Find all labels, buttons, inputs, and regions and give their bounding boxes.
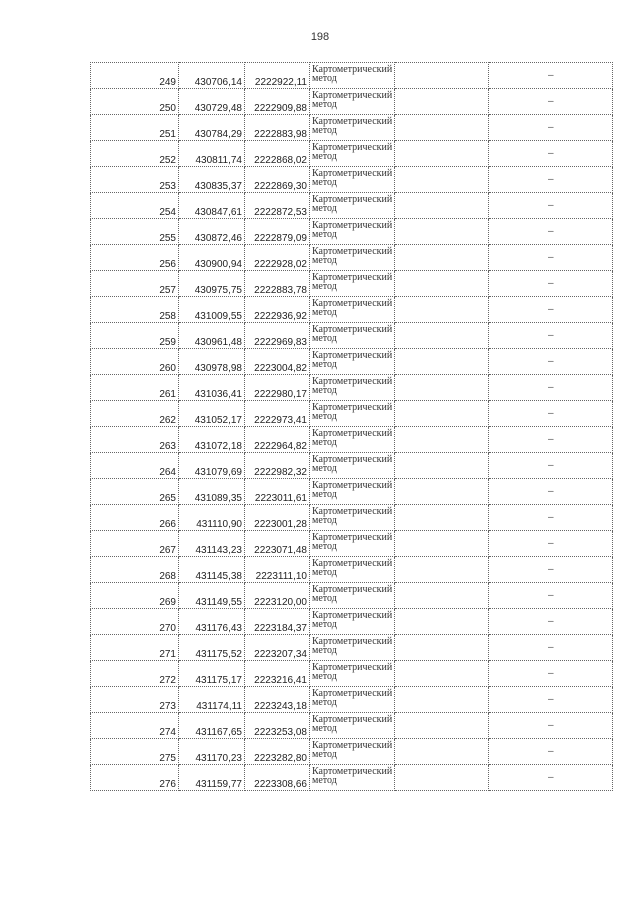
note-cell: – [489, 635, 613, 661]
table-row [91, 193, 613, 219]
method-cell: Картометрический метод [310, 765, 395, 791]
x-coordinate-cell: 431175,17 [179, 661, 245, 687]
point-number-cell: 265 [91, 479, 179, 505]
method-cell: Картометрический метод [310, 375, 395, 401]
y-coordinate-cell: 2223243,18 [245, 687, 310, 713]
method-cell: Картометрический метод [310, 401, 395, 427]
note-cell: – [489, 219, 613, 245]
note-cell: – [489, 167, 613, 193]
note-cell: – [489, 765, 613, 791]
method-cell: Картометрический метод [310, 713, 395, 739]
note-cell: – [489, 193, 613, 219]
y-coordinate-cell: 2222883,98 [245, 115, 310, 141]
method-cell: Картометрический метод [310, 531, 395, 557]
table-row [91, 401, 613, 427]
point-number-cell: 260 [91, 349, 179, 375]
table-row [91, 661, 613, 687]
y-coordinate-cell: 2222928,02 [245, 245, 310, 271]
note-cell: – [489, 479, 613, 505]
x-coordinate-cell: 430706,14 [179, 63, 245, 89]
empty-cell [395, 141, 489, 167]
table-row [91, 479, 613, 505]
empty-cell [395, 765, 489, 791]
table-row [91, 167, 613, 193]
point-number-cell: 270 [91, 609, 179, 635]
y-coordinate-cell: 2223216,41 [245, 661, 310, 687]
y-coordinate-cell: 2222964,82 [245, 427, 310, 453]
point-number-cell: 271 [91, 635, 179, 661]
method-cell: Картометрический метод [310, 219, 395, 245]
y-coordinate-cell: 2222883,78 [245, 271, 310, 297]
y-coordinate-cell: 2222869,30 [245, 167, 310, 193]
table-row [91, 375, 613, 401]
point-number-cell: 274 [91, 713, 179, 739]
empty-cell [395, 401, 489, 427]
x-coordinate-cell: 431176,43 [179, 609, 245, 635]
note-cell: – [489, 687, 613, 713]
y-coordinate-cell: 2222909,88 [245, 89, 310, 115]
table-row [91, 427, 613, 453]
table-row [91, 89, 613, 115]
page-number: 198 [310, 31, 330, 43]
table-row [91, 635, 613, 661]
note-cell: – [489, 505, 613, 531]
note-cell: – [489, 531, 613, 557]
table-row [91, 323, 613, 349]
y-coordinate-cell: 2222973,41 [245, 401, 310, 427]
point-number-cell: 263 [91, 427, 179, 453]
method-cell: Картометрический метод [310, 271, 395, 297]
note-cell: – [489, 609, 613, 635]
point-number-cell: 261 [91, 375, 179, 401]
method-cell: Картометрический метод [310, 479, 395, 505]
empty-cell [395, 687, 489, 713]
point-number-cell: 256 [91, 245, 179, 271]
method-cell: Картометрический метод [310, 323, 395, 349]
y-coordinate-cell: 2222969,83 [245, 323, 310, 349]
empty-cell [395, 635, 489, 661]
method-cell: Картометрический метод [310, 557, 395, 583]
point-number-cell: 276 [91, 765, 179, 791]
point-number-cell: 268 [91, 557, 179, 583]
empty-cell [395, 349, 489, 375]
y-coordinate-cell: 2222872,53 [245, 193, 310, 219]
note-cell: – [489, 63, 613, 89]
method-cell: Картометрический метод [310, 297, 395, 323]
y-coordinate-cell: 2222982,32 [245, 453, 310, 479]
table-row [91, 713, 613, 739]
table-row [91, 63, 613, 89]
x-coordinate-cell: 430900,94 [179, 245, 245, 271]
method-cell: Картометрический метод [310, 245, 395, 271]
method-cell: Картометрический метод [310, 661, 395, 687]
x-coordinate-cell: 431170,23 [179, 739, 245, 765]
method-cell: Картометрический метод [310, 687, 395, 713]
y-coordinate-cell: 2222879,09 [245, 219, 310, 245]
table-row [91, 765, 613, 791]
point-number-cell: 252 [91, 141, 179, 167]
note-cell: – [489, 323, 613, 349]
note-cell: – [489, 453, 613, 479]
note-cell: – [489, 245, 613, 271]
y-coordinate-cell: 2222922,11 [245, 63, 310, 89]
x-coordinate-cell: 431072,18 [179, 427, 245, 453]
x-coordinate-cell: 431174,11 [179, 687, 245, 713]
empty-cell [395, 323, 489, 349]
empty-cell [395, 531, 489, 557]
y-coordinate-cell: 2223004,82 [245, 349, 310, 375]
method-cell: Картометрический метод [310, 349, 395, 375]
table-row [91, 739, 613, 765]
empty-cell [395, 479, 489, 505]
point-number-cell: 259 [91, 323, 179, 349]
table-row [91, 141, 613, 167]
point-number-cell: 257 [91, 271, 179, 297]
y-coordinate-cell: 2223011,61 [245, 479, 310, 505]
note-cell: – [489, 427, 613, 453]
method-cell: Картометрический метод [310, 583, 395, 609]
x-coordinate-cell: 431036,41 [179, 375, 245, 401]
table-row [91, 271, 613, 297]
table-row [91, 115, 613, 141]
point-number-cell: 272 [91, 661, 179, 687]
point-number-cell: 253 [91, 167, 179, 193]
x-coordinate-cell: 430729,48 [179, 89, 245, 115]
method-cell: Картометрический метод [310, 739, 395, 765]
x-coordinate-cell: 430811,74 [179, 141, 245, 167]
x-coordinate-cell: 431110,90 [179, 505, 245, 531]
y-coordinate-cell: 2222936,92 [245, 297, 310, 323]
note-cell: – [489, 739, 613, 765]
point-number-cell: 273 [91, 687, 179, 713]
table-row [91, 557, 613, 583]
table-row [91, 531, 613, 557]
note-cell: – [489, 89, 613, 115]
note-cell: – [489, 661, 613, 687]
x-coordinate-cell: 431079,69 [179, 453, 245, 479]
table-row [91, 583, 613, 609]
method-cell: Картометрический метод [310, 63, 395, 89]
empty-cell [395, 739, 489, 765]
point-number-cell: 262 [91, 401, 179, 427]
point-number-cell: 264 [91, 453, 179, 479]
empty-cell [395, 271, 489, 297]
x-coordinate-cell: 430835,37 [179, 167, 245, 193]
note-cell: – [489, 713, 613, 739]
empty-cell [395, 713, 489, 739]
method-cell: Картометрический метод [310, 427, 395, 453]
table-row [91, 609, 613, 635]
empty-cell [395, 609, 489, 635]
x-coordinate-cell: 431167,65 [179, 713, 245, 739]
note-cell: – [489, 115, 613, 141]
x-coordinate-cell: 430978,98 [179, 349, 245, 375]
empty-cell [395, 245, 489, 271]
empty-cell [395, 375, 489, 401]
point-number-cell: 275 [91, 739, 179, 765]
empty-cell [395, 505, 489, 531]
empty-cell [395, 167, 489, 193]
table-row [91, 297, 613, 323]
note-cell: – [489, 349, 613, 375]
y-coordinate-cell: 2223207,34 [245, 635, 310, 661]
y-coordinate-cell: 2223282,80 [245, 739, 310, 765]
note-cell: – [489, 375, 613, 401]
empty-cell [395, 427, 489, 453]
y-coordinate-cell: 2223308,66 [245, 765, 310, 791]
empty-cell [395, 219, 489, 245]
empty-cell [395, 661, 489, 687]
x-coordinate-cell: 430847,61 [179, 193, 245, 219]
x-coordinate-cell: 431009,55 [179, 297, 245, 323]
method-cell: Картометрический метод [310, 115, 395, 141]
note-cell: – [489, 583, 613, 609]
point-number-cell: 266 [91, 505, 179, 531]
point-number-cell: 258 [91, 297, 179, 323]
method-cell: Картометрический метод [310, 635, 395, 661]
table-row [91, 453, 613, 479]
point-number-cell: 269 [91, 583, 179, 609]
empty-cell [395, 583, 489, 609]
coordinates-table-body [91, 63, 613, 791]
method-cell: Картометрический метод [310, 505, 395, 531]
x-coordinate-cell: 430961,48 [179, 323, 245, 349]
method-cell: Картометрический метод [310, 141, 395, 167]
method-cell: Картометрический метод [310, 453, 395, 479]
table-row [91, 505, 613, 531]
y-coordinate-cell: 2223111,10 [245, 557, 310, 583]
y-coordinate-cell: 2223120,00 [245, 583, 310, 609]
x-coordinate-cell: 431175,52 [179, 635, 245, 661]
x-coordinate-cell: 431159,77 [179, 765, 245, 791]
y-coordinate-cell: 2222868,02 [245, 141, 310, 167]
y-coordinate-cell: 2223184,37 [245, 609, 310, 635]
x-coordinate-cell: 430872,46 [179, 219, 245, 245]
table-row [91, 219, 613, 245]
note-cell: – [489, 141, 613, 167]
empty-cell [395, 63, 489, 89]
point-number-cell: 267 [91, 531, 179, 557]
empty-cell [395, 557, 489, 583]
note-cell: – [489, 271, 613, 297]
y-coordinate-cell: 2222980,17 [245, 375, 310, 401]
x-coordinate-cell: 431145,38 [179, 557, 245, 583]
empty-cell [395, 193, 489, 219]
y-coordinate-cell: 2223071,48 [245, 531, 310, 557]
empty-cell [395, 297, 489, 323]
x-coordinate-cell: 430784,29 [179, 115, 245, 141]
note-cell: – [489, 401, 613, 427]
note-cell: – [489, 557, 613, 583]
empty-cell [395, 89, 489, 115]
point-number-cell: 254 [91, 193, 179, 219]
point-number-cell: 251 [91, 115, 179, 141]
table-row [91, 687, 613, 713]
y-coordinate-cell: 2223001,28 [245, 505, 310, 531]
point-number-cell: 250 [91, 89, 179, 115]
x-coordinate-cell: 431149,55 [179, 583, 245, 609]
point-number-cell: 255 [91, 219, 179, 245]
empty-cell [395, 115, 489, 141]
point-number-cell: 249 [91, 63, 179, 89]
method-cell: Картометрический метод [310, 193, 395, 219]
x-coordinate-cell: 431052,17 [179, 401, 245, 427]
empty-cell [395, 453, 489, 479]
x-coordinate-cell: 430975,75 [179, 271, 245, 297]
table-row [91, 245, 613, 271]
method-cell: Картометрический метод [310, 89, 395, 115]
x-coordinate-cell: 431143,23 [179, 531, 245, 557]
coordinates-table [90, 62, 613, 791]
y-coordinate-cell: 2223253,08 [245, 713, 310, 739]
method-cell: Картометрический метод [310, 167, 395, 193]
note-cell: – [489, 297, 613, 323]
x-coordinate-cell: 431089,35 [179, 479, 245, 505]
method-cell: Картометрический метод [310, 609, 395, 635]
table-row [91, 349, 613, 375]
